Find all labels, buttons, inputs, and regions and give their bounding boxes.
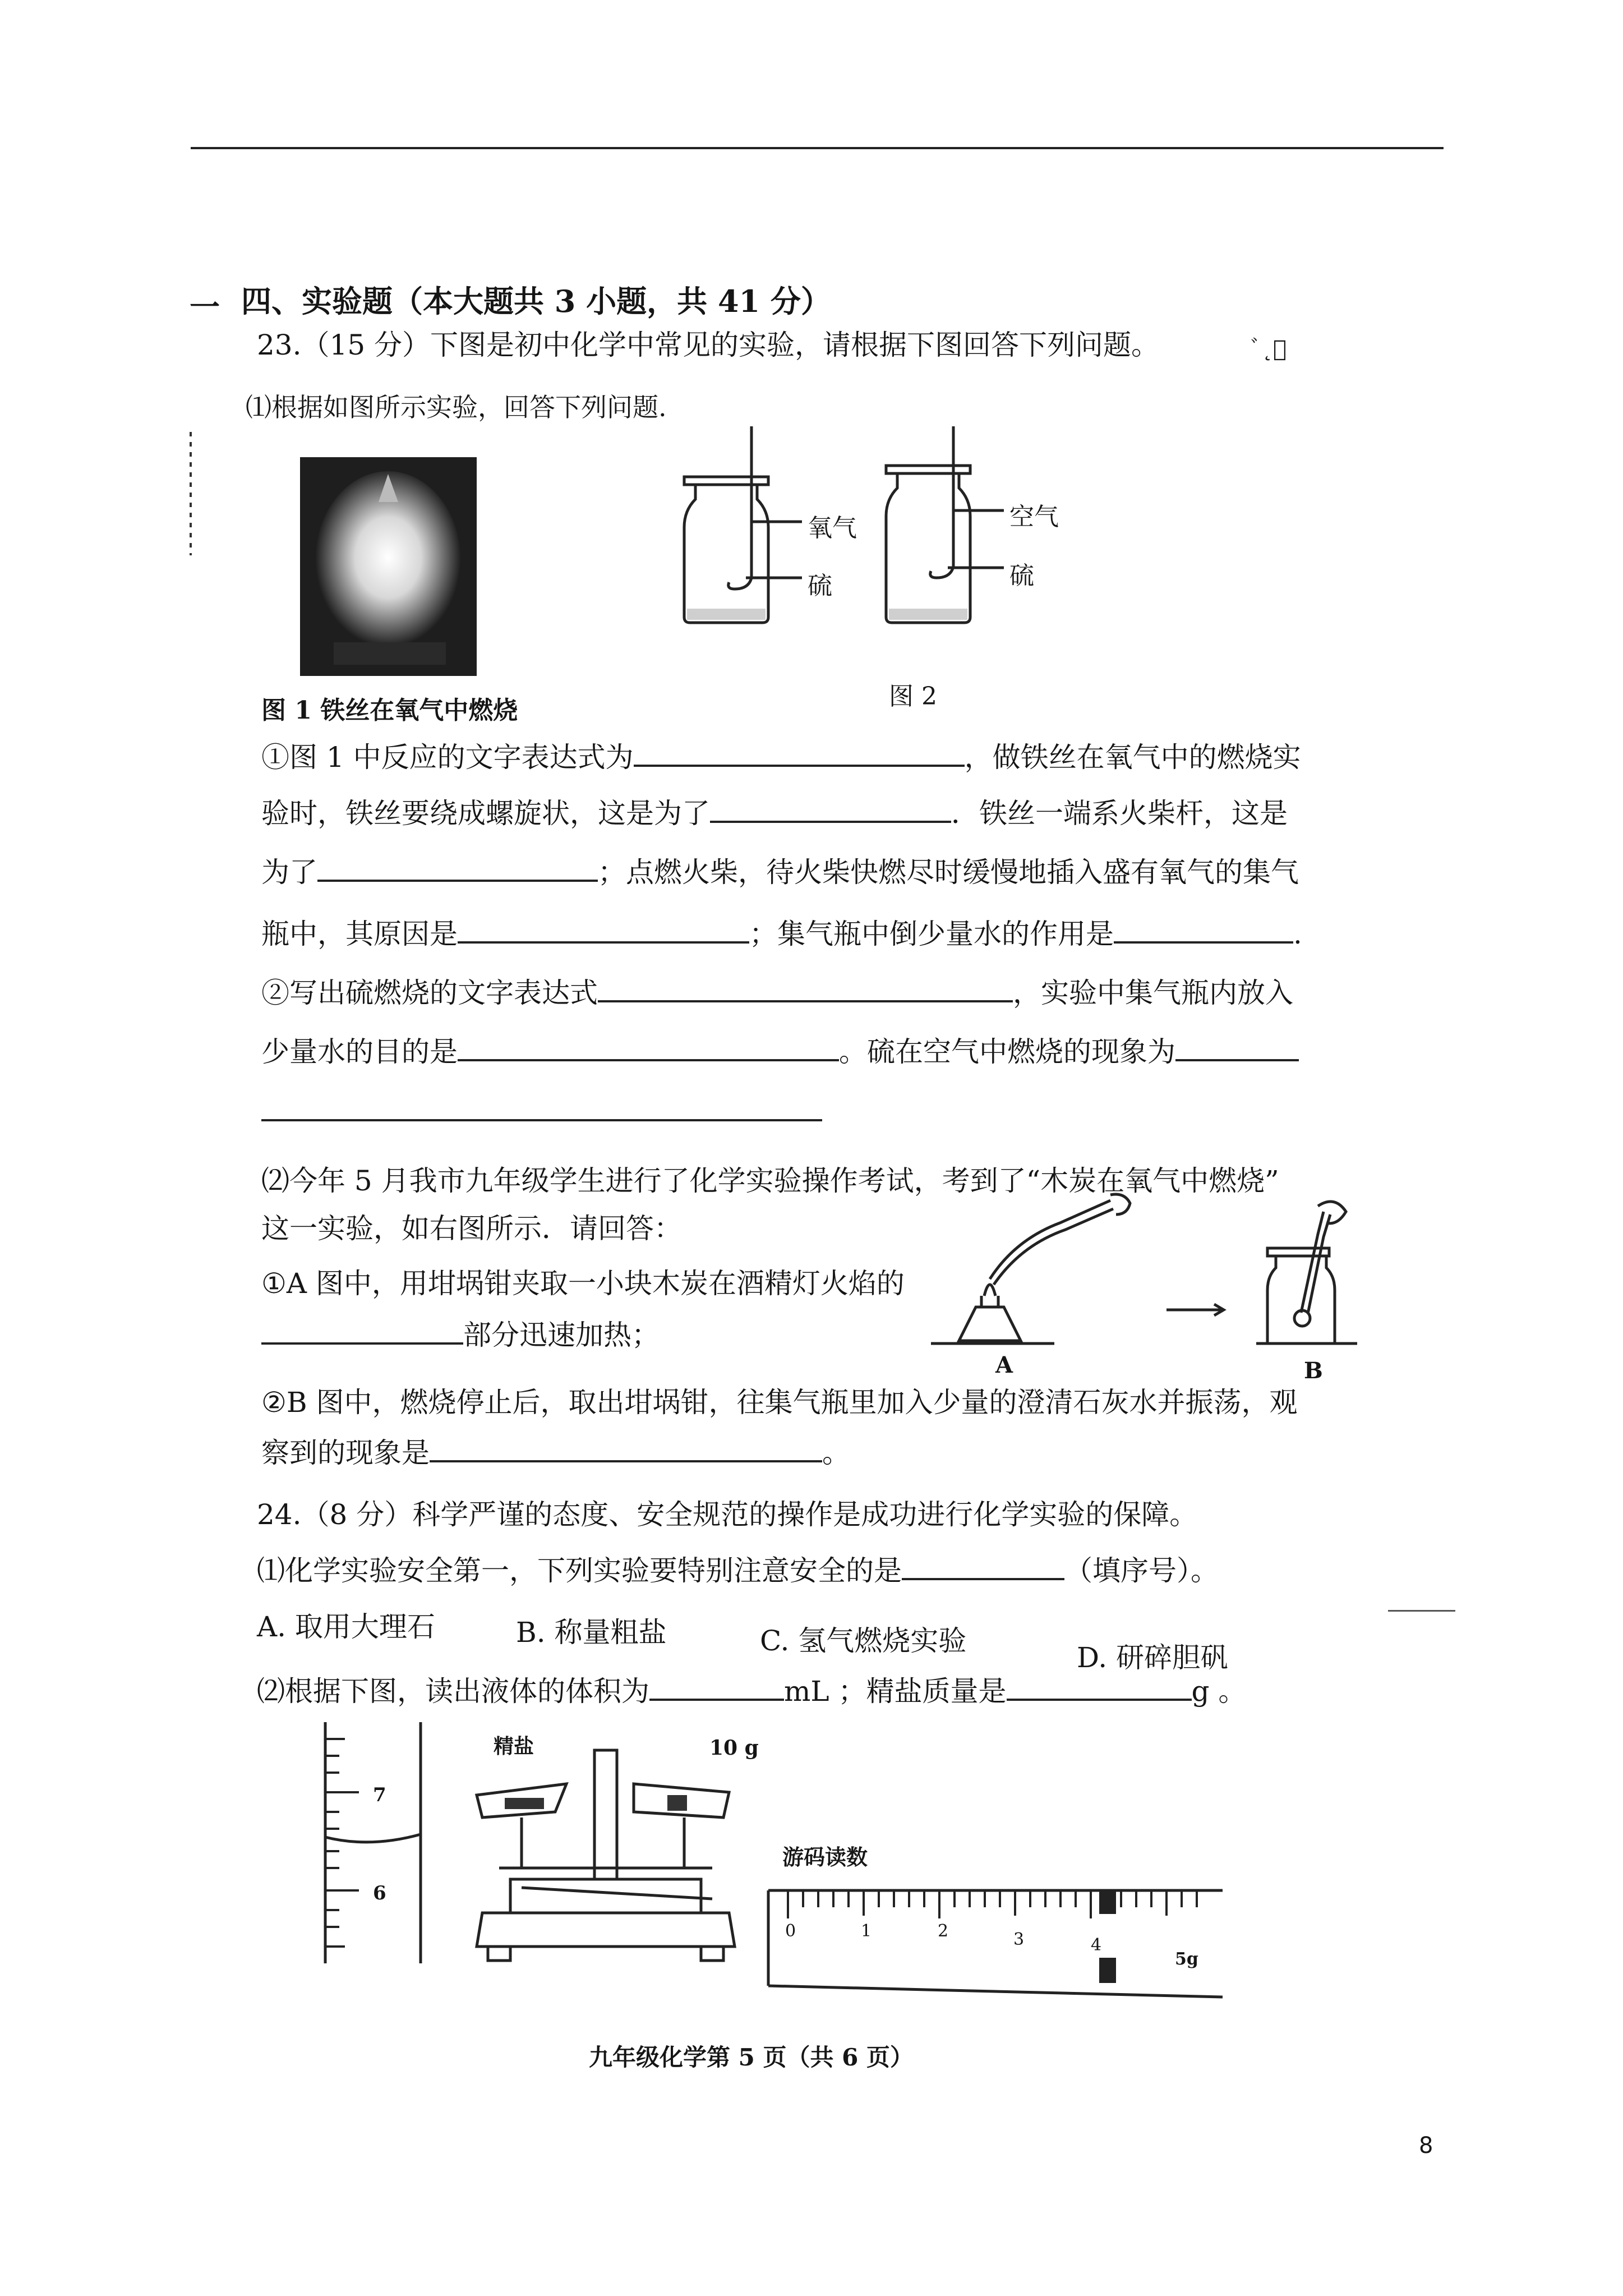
answer-blank[interactable] <box>710 821 951 823</box>
label-oxygen: 氧气 <box>808 514 857 542</box>
rider-marker-bottom <box>1099 1958 1116 1983</box>
answer-blank[interactable] <box>649 1699 784 1701</box>
section-title: 四、实验题（本大题共 3 小题，共 41 分） <box>241 283 831 319</box>
q23-2-line1: ②写出硫燃烧的文字表达式 ，实验中集气瓶内放入 <box>261 977 1293 1009</box>
q23-1-line3: 为了 ；点燃火柴，待火柴快燃尽时缓慢地插入盛有氧气的集气 <box>261 856 1299 889</box>
q24-part2: ⑵根据下图，读出液体的体积为 mL ；精盐质量是 g 。 <box>257 1675 1247 1708</box>
q23-part2-a-line1: ①A 图中，用坩埚钳夹取一小块木炭在酒精灯火焰的 <box>261 1267 905 1300</box>
rider-tick-4: 4 <box>1091 1935 1102 1955</box>
q23-part2-a-line2: 部分迅速加热； <box>261 1313 660 1353</box>
rider-title: 游码读数 <box>782 1844 868 1870</box>
answer-blank[interactable] <box>458 1059 839 1061</box>
rider-tick-0: 0 <box>785 1921 796 1941</box>
q23-part2-line1: ⑵今年 5 月我市九年级学生进行了化学实验操作考试，考到了“木炭在氧气中燃烧” <box>261 1165 1279 1197</box>
answer-blank[interactable] <box>430 1460 822 1462</box>
q24-option-d: D. 研碎胆矾 <box>1077 1641 1229 1674</box>
rider-scale <box>763 1874 1228 2008</box>
answer-blank[interactable] <box>634 765 965 767</box>
section-dash: 一 <box>190 289 220 325</box>
q23-part2-b-line2: 察到的现象是 。 <box>261 1437 850 1469</box>
graduated-cylinder <box>314 1722 437 1969</box>
answer-blank[interactable] <box>458 941 749 944</box>
cylinder-tick-6: 6 <box>373 1882 386 1904</box>
figure-1-photo <box>300 457 477 676</box>
label-sulfur-right: 硫 <box>1009 562 1034 590</box>
figure-2-caption: 图 2 <box>889 682 937 711</box>
answer-blank[interactable] <box>1007 1699 1192 1701</box>
answer-blank[interactable] <box>317 880 598 882</box>
cylinder-tick-7: 7 <box>373 1784 386 1806</box>
balance-label-right: 10 g <box>709 1736 759 1760</box>
q23-title: 23.（15 分）下图是初中化学中常见的实验，请根据下图回答下列问题。 <box>257 329 1160 361</box>
rider-tick-1: 1 <box>861 1921 872 1941</box>
q24-option-c: C. 氢气燃烧实验 <box>760 1625 967 1657</box>
binding-dots <box>185 432 196 555</box>
answer-blank[interactable] <box>902 1578 1064 1580</box>
answer-blank[interactable] <box>1175 1059 1299 1061</box>
q23-part2-line2: 这一实验，如右图所示．请回答： <box>261 1212 682 1245</box>
top-rule <box>191 147 1444 149</box>
stray-mark: ﾞ˛ﾞ <box>1251 336 1287 362</box>
label-air: 空气 <box>1009 503 1059 531</box>
q24-option-a: A. 取用大理石 <box>257 1611 435 1643</box>
q23-1-line4: 瓶中，其原因是 ；集气瓶中倒少量水的作用是 . <box>261 918 1302 950</box>
q23-part2-b-line1: ②B 图中，燃烧停止后，取出坩埚钳，往集气瓶里加入少量的澄清石灰水并振荡，观 <box>261 1386 1298 1419</box>
q24-option-b: B. 称量粗盐 <box>516 1616 667 1649</box>
stray-line <box>1388 1610 1455 1612</box>
rider-tick-5g: 5g <box>1175 1949 1198 1969</box>
q23-1-line2: 验时，铁丝要绕成螺旋状，这是为了 ．铁丝一端系火柴杆，这是 <box>261 797 1288 830</box>
answer-blank[interactable] <box>598 1000 1013 1002</box>
q23-2-line2: 少量水的目的是 。硫在空气中燃烧的现象为 <box>261 1029 1299 1070</box>
q23-1-line1: ①图 1 中反应的文字表达式为 ，做铁丝在氧气中的燃烧实 <box>261 741 1301 774</box>
q24-title: 24.（8 分）科学严谨的态度、安全规范的操作是成功进行化学实验的保障。 <box>257 1498 1198 1531</box>
label-a: A <box>995 1352 1013 1378</box>
rider-tick-3: 3 <box>1013 1930 1025 1949</box>
label-b: B <box>1304 1358 1323 1384</box>
balance-scale <box>465 1739 757 1969</box>
figure-1-caption: 图 1 铁丝在氧气中燃烧 <box>261 696 518 725</box>
figure-charcoal-ab <box>931 1189 1368 1380</box>
rider-tick-2: 2 <box>938 1921 949 1941</box>
q24-part1: ⑴化学实验安全第一，下列实验要特别注意安全的是 （填序号）。 <box>257 1554 1219 1587</box>
page-footer: 九年级化学第 5 页（共 6 页） <box>589 2044 914 2071</box>
balance-label-left: 精盐 <box>494 1734 534 1758</box>
rider-marker-top <box>1099 1892 1116 1914</box>
answer-blank-long[interactable] <box>261 1119 822 1121</box>
page-number: 8 <box>1419 2133 1433 2159</box>
answer-blank[interactable] <box>261 1342 463 1345</box>
label-sulfur-left: 硫 <box>808 572 832 600</box>
figure-2-jars <box>673 426 1088 639</box>
answer-blank[interactable] <box>1114 941 1293 944</box>
q23-part1: ⑴根据如图所示实验，回答下列问题. <box>246 392 667 422</box>
